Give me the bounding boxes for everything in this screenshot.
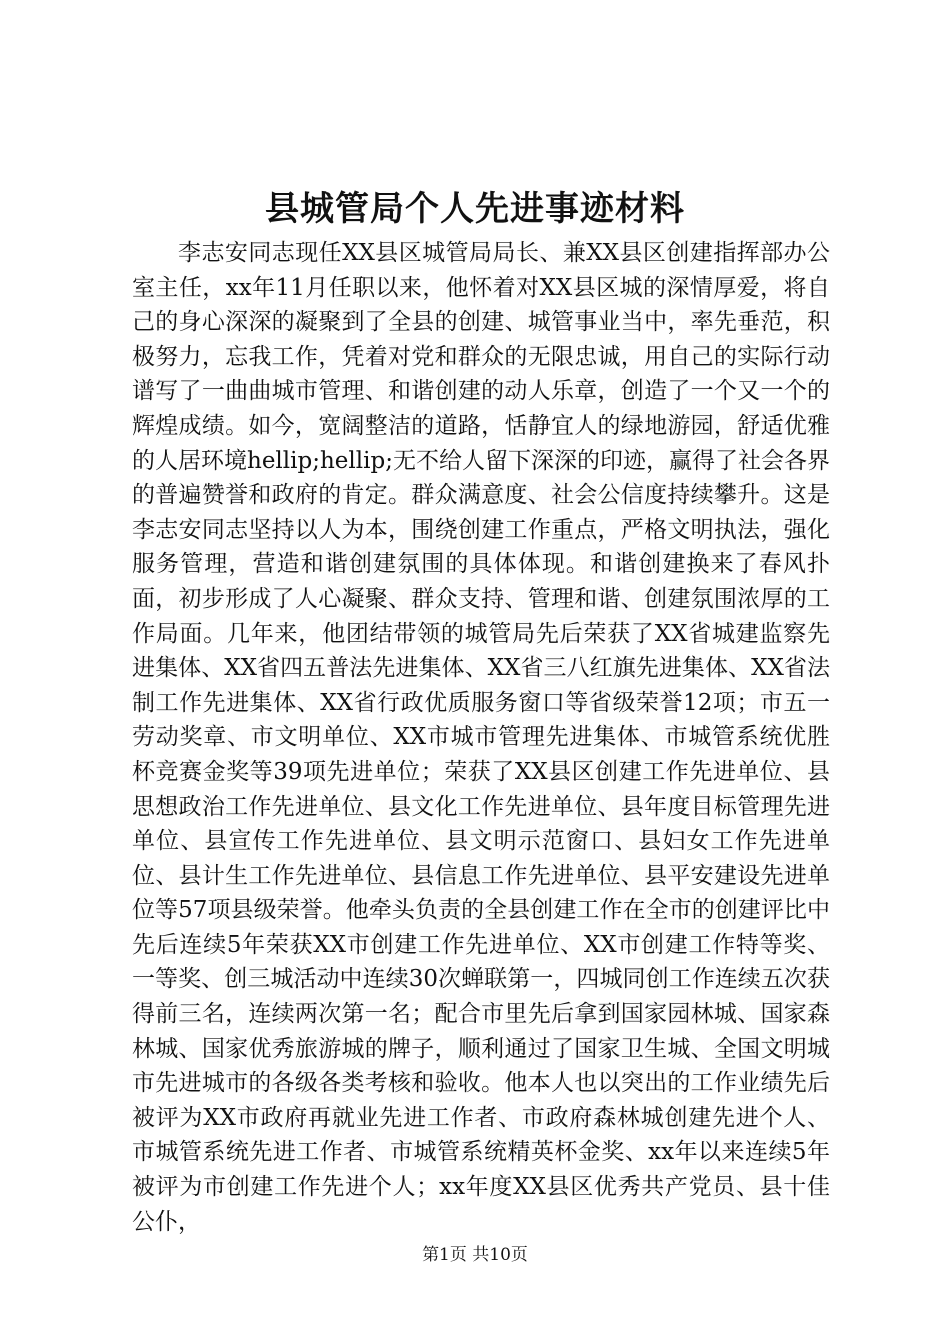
document-title: 县城管局个人先进事迹材料 [265,189,685,229]
page-number-footer: 第1页 共10页 [422,1245,528,1265]
body-paragraph: 李志安同志现任XX县区城管局局长、兼XX县区创建指挥部办公室主任，xx年11月任职以来，他怀着对XX县区城的深情厚爱，将自己的身心深深的凝聚到了全县的创建、城管事业当中，率先垂范，积极努力，忘我工作，凭着对党和群众的无限忠诚，用自己的实际行动谱写了一曲曲城市管理、和谐创建的动人乐章，创造了一个又一个的辉煌成绩。如今，宽阔整洁的道路，恬静宜人的绿地游园，舒适优雅的人居环境hellip;hellip;无不给人留下深深的印迹，赢得了社会各界的普遍赞誉和政府的肯定。群众满意度、社会公信度持续攀升。这是李志安同志坚持以人为本，围绕创建工作重点，严格文明执法，强化服务管理，营造和谐创建氛围的具体体现。和谐创建换来了春风扑面，初步形成了人心凝聚、群众支持、管理和谐、创建氛围浓厚的工作局面。几年来，他团结带领的城管局先后荣获了XX省城建监察先进集体、XX省四五普法先进集体、XX省三八红旗先进集体、XX省法制工作先进集体、XX省行政优质服务窗口等省级荣誉12项；市五一劳动奖章、市文明单位、XX市城市管理先进集体、市城管系统优胜杯竞赛金奖等39项先进单位；荣获了XX县区创建工作先进单位、县思想政治工作先进单位、县文化工作先进单位、县年度目标管理先进单位、县宣传工作先进单位、县文明示范窗口、县妇女工作先进单位、县计生工作先进单位、县信息工作先进单位、县平安建设先进单位等57项县级荣誉。他牵头负责的全县创建工作在全市的创建评比中先后连续5年荣获XX市创建工作先进单位、XX市创建工作特等奖、一等奖、创三城活动中连续30次蝉联第一，四城同创工作连续五次获得前三名，连续两次第一名；配合市里先后拿到国家园林城、国家森林城、国家优秀旅游城的牌子，顺利通过了国家卫生城、全国文明城市先进城市的各级各类考核和验收。他本人也以突出的工作业绩先后被评为XX市政府再就业先进工作者、市政府森林城创建先进个人、市城管系统先进工作者、市城管系统精英杯金奖、xx年以来连续5年被评为市创建工作先进个人；xx年度XX县区优秀共产党员、县十佳公仆， [132,240,830,1235]
